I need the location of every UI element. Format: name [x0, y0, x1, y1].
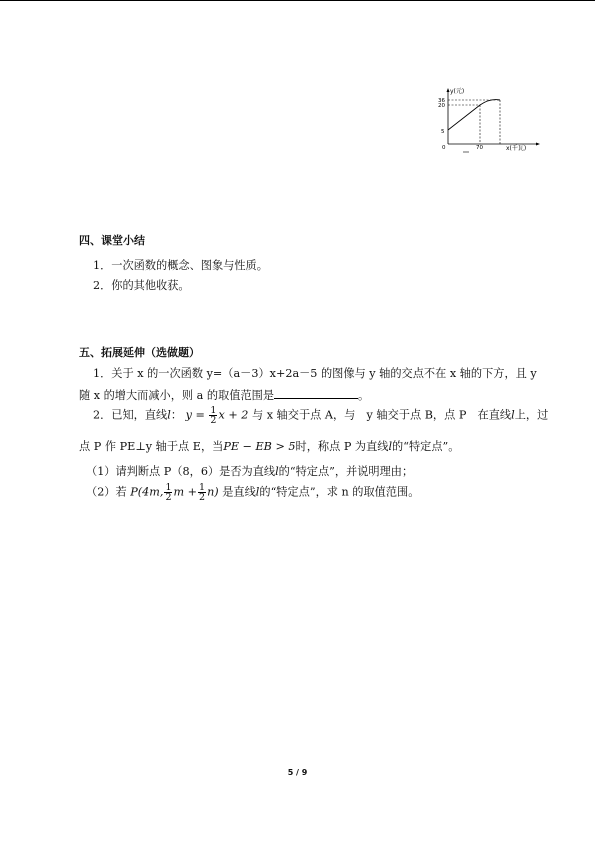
q2-sub2-end: n): [207, 485, 219, 499]
top-rule: [0, 0, 595, 1]
q2-sub2-c: 的“特定点”，求 n 的取值范围。: [259, 485, 420, 499]
q2-line-l: l: [167, 408, 171, 422]
q2-line2-c: 的“特定点”。: [392, 440, 460, 453]
q2-text-1: 2．已知，直线: [93, 408, 168, 422]
section4-item-1: 1．一次函数的概念、图象与性质。: [93, 259, 268, 272]
q2-line2: [79, 438, 459, 454]
q1-line2: [79, 387, 369, 403]
section4-heading: 四、课堂小结: [79, 234, 145, 247]
q2-frac-den: 2: [210, 415, 217, 426]
y-tick-36: 36: [438, 98, 445, 104]
q2-line1: [93, 406, 548, 425]
x-axis-arrow: [536, 143, 540, 146]
section5-heading: 五、拓展延伸（选做题）: [79, 346, 200, 359]
q2-text-2: 与 x 轴交于点 A，与 y 轴交于点 B，点 P 在直线: [251, 408, 512, 422]
q2-condition: PE − EB > 5: [223, 440, 296, 453]
section4-item-2: 2．你的其他收获。: [93, 279, 190, 292]
q2-sub2-frac2-den: 2: [199, 492, 206, 503]
q2-y-eq: y =: [185, 408, 205, 422]
q2-sub2: [86, 483, 419, 502]
q1-line2-end: 。: [358, 389, 370, 402]
graph-curve: [448, 100, 500, 130]
q2-sub2-frac1: [164, 483, 172, 502]
q1-line2-text: 随 x 的增大而减小，则 a 的取值范围是: [79, 389, 275, 402]
q2-sub2-frac1-den: 2: [165, 492, 172, 503]
y-tick-20: 20: [438, 103, 445, 109]
q2-line-l-4: l: [275, 465, 279, 478]
q2-sub2-frac1-num: 1: [165, 482, 172, 493]
y-tick-5: 5: [441, 129, 445, 135]
q2-frac-num: 1: [210, 405, 217, 416]
q2-sub2-frac2-num: 1: [199, 482, 206, 493]
q2-sub1-a: （1）请判断点 P（8，6）是否为直线: [86, 465, 276, 478]
q2-line-l-2: l: [511, 408, 515, 422]
q2-colon: ：: [170, 408, 183, 422]
q2-line-l-3: l: [388, 440, 393, 453]
q2-sub2-p: P(4m,: [130, 485, 164, 499]
origin-label: 0: [442, 145, 446, 151]
page-number: 5 / 9: [287, 768, 308, 777]
q2-sub1-b: 的“特定点”，并说明理由；: [278, 465, 414, 478]
q2-sub2-mid: m +: [173, 485, 198, 499]
q2-line2-a: 点 P 作 PE⊥y 轴于点 E，当: [79, 440, 224, 453]
y-axis-label: y(元): [450, 88, 465, 95]
q2-line2-b: 时，称点 P 为直线: [295, 440, 389, 453]
q1-line1: 1．关于 x 的一次函数 y=（a－3）x+2a－5 的图像与 y 轴的交点不在 x 轴的下方，且 y: [93, 367, 537, 380]
piecewise-graph: [436, 86, 544, 158]
q2-sub2-b: 是直线: [222, 485, 256, 499]
q2-sub1: [86, 463, 413, 479]
q2-line-l-5: l: [255, 485, 260, 499]
x-axis-label: x(千瓦): [506, 145, 527, 152]
q2-sub2-frac2: [198, 483, 206, 502]
q2-fraction: [209, 406, 217, 425]
q1-answer-blank: [274, 388, 358, 399]
x-tick-70: 70: [476, 145, 483, 151]
q2-x-plus-2: x + 2: [218, 408, 249, 422]
q2-text-3: 上，过: [514, 408, 549, 422]
q2-sub2-a: （2）若: [86, 485, 127, 499]
